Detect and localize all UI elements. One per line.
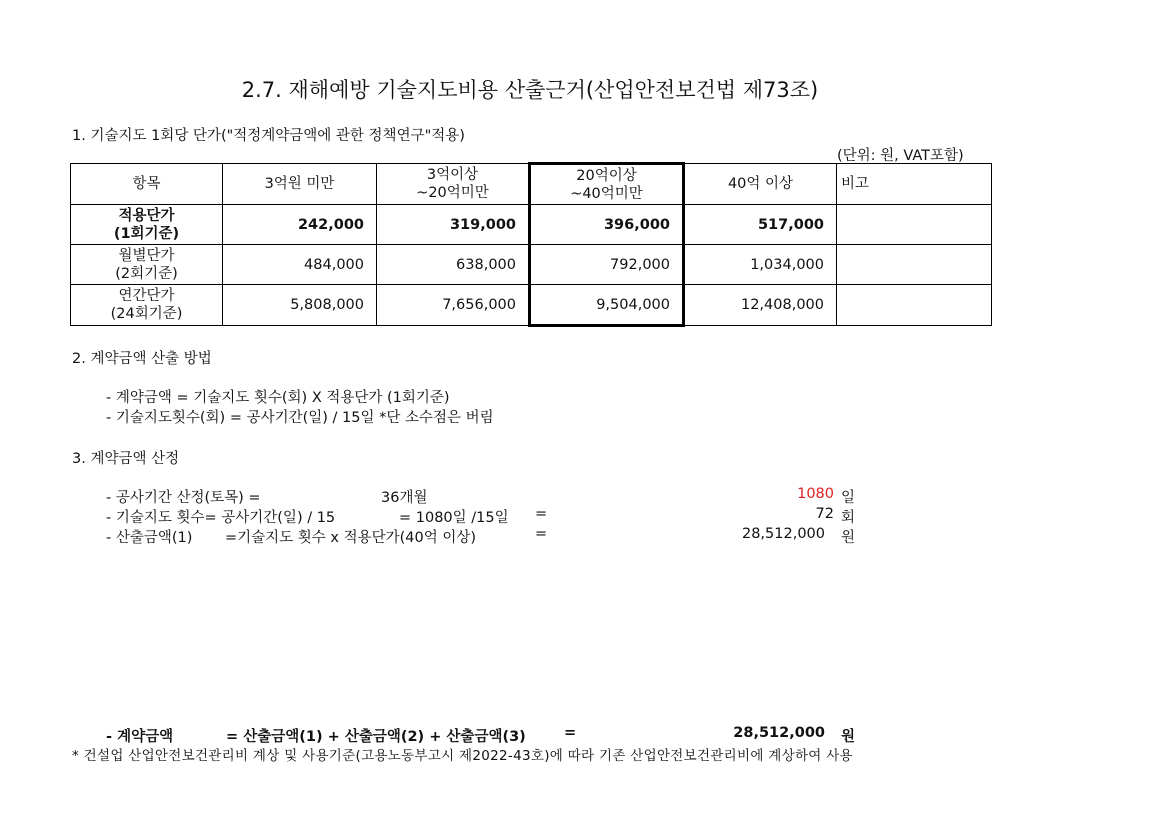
calc-amount-value: 28,512,000 <box>741 526 825 542</box>
row-label-line2: (24회기준) <box>110 306 183 322</box>
table-cell: 396,000 <box>530 205 684 245</box>
unit-price-table <box>70 162 992 327</box>
total-expr: = 산출금액(1) + 산출금액(2) + 산출금액(3) <box>226 729 526 745</box>
footnote: * 건설업 산업안전보건관리비 계상 및 사용기준(고용노동부고시 제2022-43호)에 따라 기존 산업안전보건관리비에 계상하여 사용 <box>72 748 853 764</box>
table-cell: 9,504,000 <box>530 285 684 326</box>
table-row <box>71 285 992 326</box>
header-col1: 3억원 미만 <box>223 164 377 205</box>
row-label-line2: (2회기준) <box>115 265 178 282</box>
table-cell-note <box>837 285 992 326</box>
header-col2-line2: ~20억미만 <box>416 185 489 201</box>
table-cell: 792,000 <box>530 245 684 285</box>
header-col4: 40억 이상 <box>684 164 837 205</box>
section3-heading: 3. 계약금액 산정 <box>72 451 180 467</box>
row-label-line1: 월별단가 <box>118 247 175 264</box>
period-days-unit: 일 <box>841 490 856 506</box>
row-label <box>71 245 223 285</box>
calc-amount-unit: 원 <box>841 530 856 546</box>
formula-visit-count: - 기술지도횟수(회) = 공사기간(일) / 15일 *단 소수점은 버림 <box>106 410 494 426</box>
visit-count-label: - 기술지도 횟수= 공사기간(일) / 15 <box>106 510 336 526</box>
table-cell: 484,000 <box>223 245 377 285</box>
header-col3-line2: ~40억미만 <box>570 185 643 202</box>
table-cell-note <box>837 245 992 285</box>
header-col2 <box>377 164 530 205</box>
page-title: 2.7. 재해예방 기술지도비용 산출근거(산업안전보건법 제73조) <box>241 78 819 102</box>
total-eq: = <box>564 725 577 741</box>
table-cell: 242,000 <box>223 205 377 245</box>
row-label-line1: 적용단가 <box>118 207 175 224</box>
visit-count-eq: = <box>535 506 548 522</box>
header-col2-line1: 3억이상 <box>426 167 479 183</box>
row-label-line2: (1회기준) <box>113 225 180 242</box>
visit-count-unit: 회 <box>841 510 856 526</box>
table-cell-note <box>837 205 992 245</box>
header-col3 <box>530 164 684 205</box>
header-item: 항목 <box>71 164 223 205</box>
formula-contract-amount: - 계약금액 = 기술지도 횟수(회) X 적용단가 (1회기준) <box>106 390 450 406</box>
table-cell: 1,034,000 <box>684 245 837 285</box>
period-label: - 공사기간 산정(토목) = <box>106 490 261 506</box>
visit-count-expr: = 1080일 /15일 <box>399 510 509 526</box>
period-months: 36개월 <box>381 490 428 506</box>
table-cell: 319,000 <box>377 205 530 245</box>
unit-note: (단위: 원, VAT포함) <box>837 148 964 164</box>
row-label <box>71 205 223 245</box>
calc-amount-expr: =기술지도 횟수 x 적용단가(40억 이상) <box>225 530 477 546</box>
table-header-row <box>71 164 992 205</box>
table-cell: 638,000 <box>377 245 530 285</box>
calc-amount-eq: = <box>535 526 548 542</box>
total-value: 28,512,000 <box>733 725 825 741</box>
section1-heading: 1. 기술지도 1회당 단가("적정계약금액에 관한 정책연구"적용) <box>72 128 465 144</box>
section2-heading: 2. 계약금액 산출 방법 <box>72 351 212 367</box>
header-note: 비고 <box>837 164 992 205</box>
period-days-value: 1080 <box>797 486 834 502</box>
table-cell: 12,408,000 <box>684 285 837 326</box>
row-label-line1: 연간단가 <box>118 288 175 304</box>
table-cell: 5,808,000 <box>223 285 377 326</box>
table-cell: 517,000 <box>684 205 837 245</box>
total-unit: 원 <box>841 729 856 745</box>
table-row <box>71 245 992 285</box>
header-col3-line1: 20억이상 <box>576 167 637 184</box>
calc-amount-label: - 산출금액(1) <box>106 530 193 546</box>
table-cell: 7,656,000 <box>377 285 530 326</box>
row-label <box>71 285 223 326</box>
table-row <box>71 205 992 245</box>
total-label: - 계약금액 <box>106 729 174 745</box>
visit-count-value: 72 <box>815 506 834 522</box>
